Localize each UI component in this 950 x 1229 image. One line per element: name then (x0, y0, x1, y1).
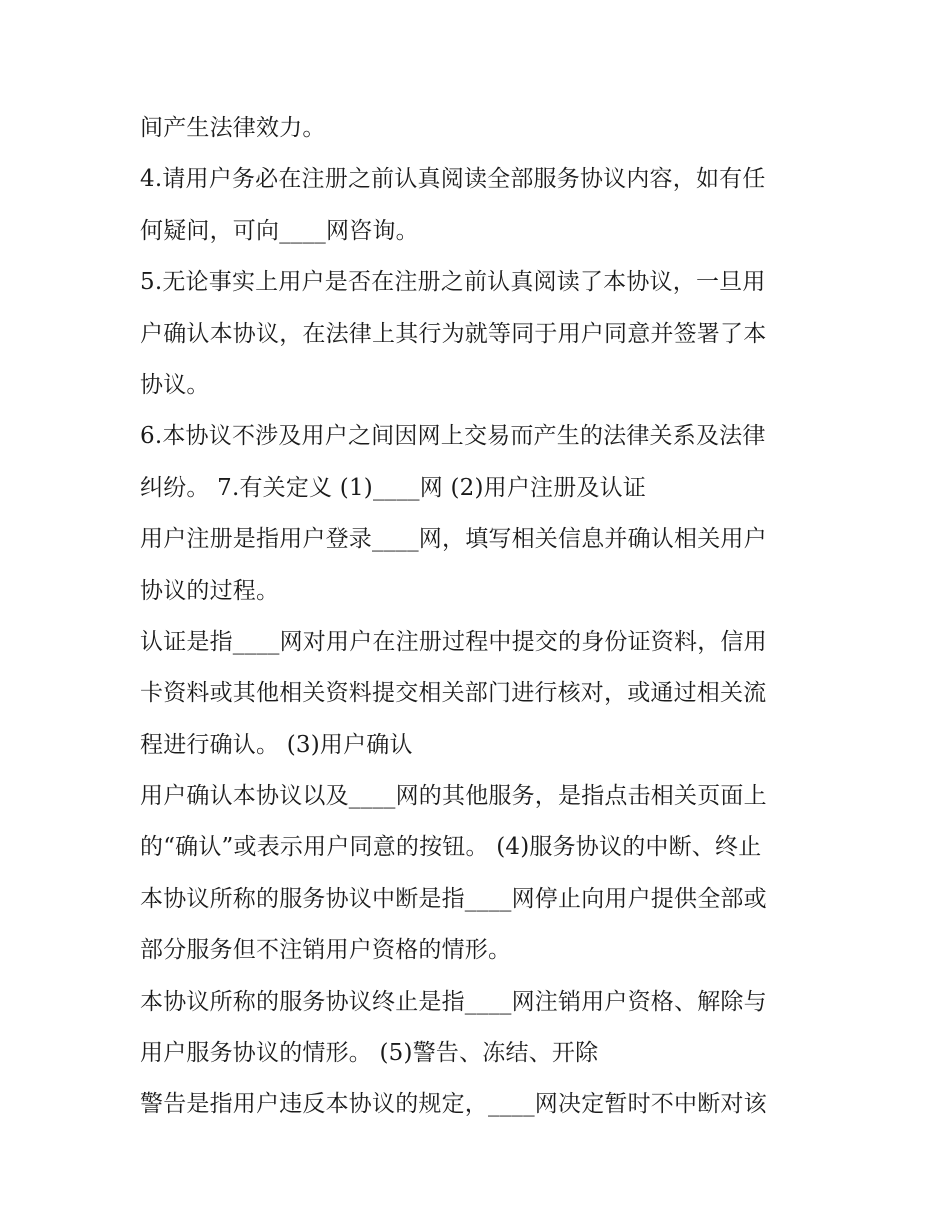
text-line: 5.无论事实上用户是否在注册之前认真阅读了本协议，一旦用 (140, 269, 766, 296)
text-line: 认证是指____网对用户在注册过程中提交的身份证资料，信用 (140, 628, 767, 655)
text-line: 协议。 (140, 371, 210, 398)
text-line: 何疑问，可向____网咨询。 (140, 217, 419, 244)
text-line: 用户服务协议的情形。 (5)警告、冻结、开除 (140, 1040, 599, 1067)
text-line: 用户注册是指用户登录____网，填写相关信息并确认相关用户 (140, 526, 767, 553)
text-line: 6.本协议不涉及用户之间因网上交易而产生的法律关系及法律 (140, 423, 766, 450)
document-body (140, 103, 820, 1131)
text-line: 本协议所称的服务协议终止是指____网注销用户资格、解除与 (140, 988, 767, 1015)
text-line: 户确认本协议，在法律上其行为就等同于用户同意并签署了本 (140, 320, 767, 347)
text-line: 部分服务但不注销用户资格的情形。 (140, 937, 512, 964)
text-line: 程进行确认。 (3)用户确认 (140, 731, 413, 758)
text-line: 4.请用户务必在注册之前认真阅读全部服务协议内容，如有任 (140, 166, 766, 193)
text-line: 警告是指用户违反本协议的规定，____网决定暂时不中断对该 (140, 1091, 767, 1118)
text-line: 间产生法律效力。 (140, 115, 326, 141)
text-line: 纠纷。 7.有关定义 (1)____网 (2)用户注册及认证 (140, 474, 647, 501)
text-line: 用户确认本协议以及____网的其他服务，是指点击相关页面上 (140, 783, 767, 810)
text-line: 卡资料或其他相关资料提交相关部门进行核对，或通过相关流 (140, 680, 767, 707)
text-line: 本协议所称的服务协议中断是指____网停止向用户提供全部或 (140, 885, 767, 912)
text-line: 的“确认”或表示用户同意的按钮。 (4)服务协议的中断、终止 (140, 834, 762, 861)
text-line: 协议的过程。 (140, 577, 280, 604)
